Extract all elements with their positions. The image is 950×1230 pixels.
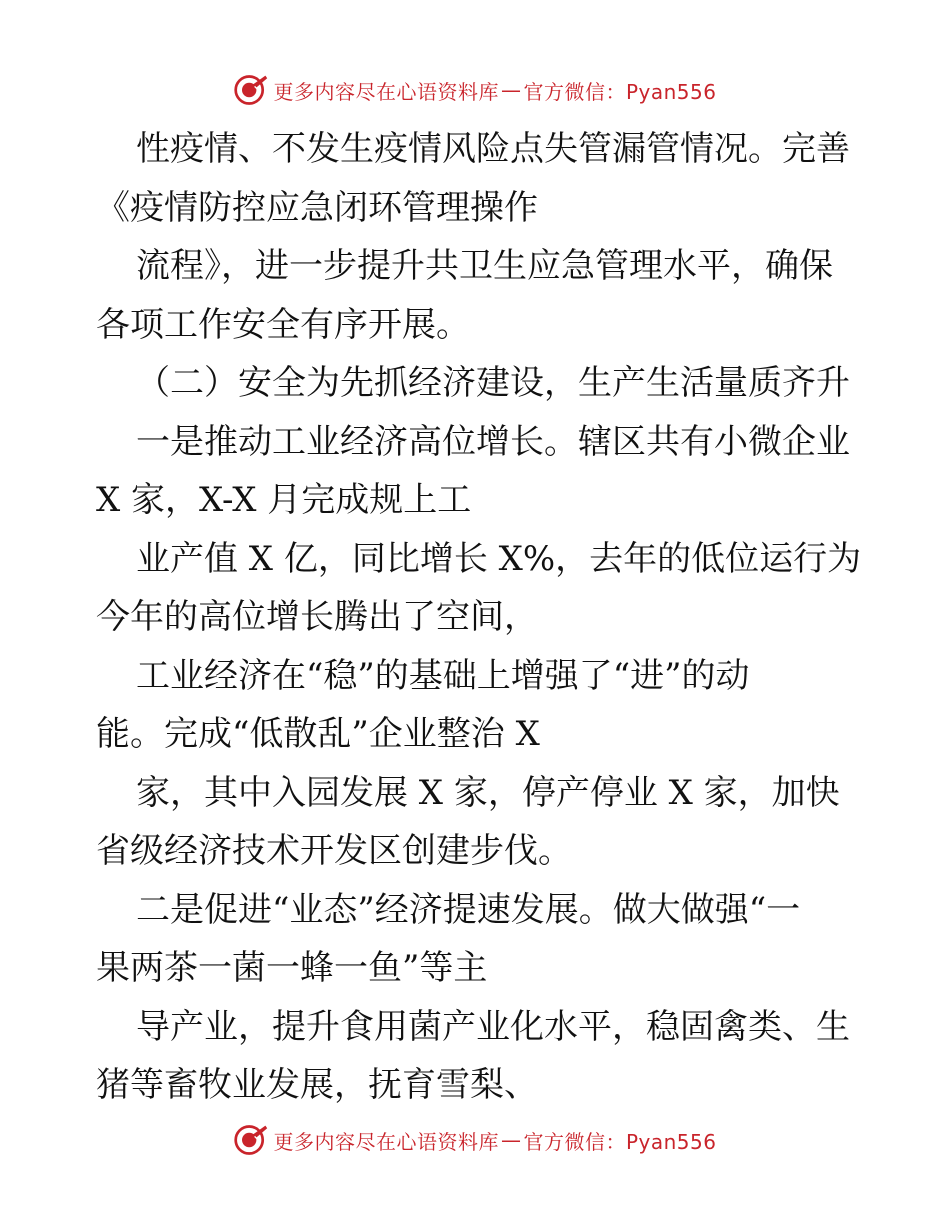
watermark-separator: — [500,1128,522,1152]
text-line: 果两茶一菌一蜂一鱼”等主 [96,948,488,988]
text-line: 各项工作安全有序开展。 [96,304,470,345]
watermark-footer [0,1120,950,1160]
text-line: （二）安全为先抓经济建设，生产生活量质齐升 [136,363,850,403]
document-body [96,120,862,1115]
watermark-title: 更多内容尽在心语资料库 [273,1129,499,1154]
text-line: 能。完成“低散乱”企业整治 X [96,714,540,754]
watermark-contact: 官方微信：Pyan556 [523,79,717,104]
text-line: 猪等畜牧业发展，抚育雪梨、 [96,1065,538,1105]
watermark-title: 更多内容尽在心语资料库 [273,79,499,104]
pen-logo-icon [233,1122,269,1158]
text-line: 流程》，进一步提升共卫生应急管理水平，确保 [136,246,833,286]
text-line: 业产值 X 亿，同比增长 X%，去年的低位运行为 [136,538,862,579]
text-line: 省级经济技术开发区创建步伐。 [96,831,572,871]
text-line: 《疫情防控应急闭环管理操作 [96,187,538,228]
text-line: 一是推动工业经济高位增长。辖区共有小微企业 [136,421,850,462]
text-line: 今年的高位增长腾出了空间， [96,597,538,637]
text-line: 导产业，提升食用菌产业化水平，稳固禽类、生 [136,1006,850,1047]
text-line: X 家，X-X 月完成规上工 [96,480,472,520]
pen-logo-icon [233,72,269,108]
text-line: 工业经济在“稳”的基础上增强了“进”的动 [136,655,750,696]
text-line: 性疫情、不发生疫情风险点失管漏管情况。完善 [136,129,850,169]
watermark-contact: 官方微信：Pyan556 [523,1129,717,1154]
text-line: 家，其中入园发展 X 家，停产停业 X 家，加快 [136,772,840,813]
watermark-separator: — [500,78,522,102]
watermark-header [0,70,950,110]
text-line: 二是促进“业态”经济提速发展。做大做强“一 [136,889,801,930]
